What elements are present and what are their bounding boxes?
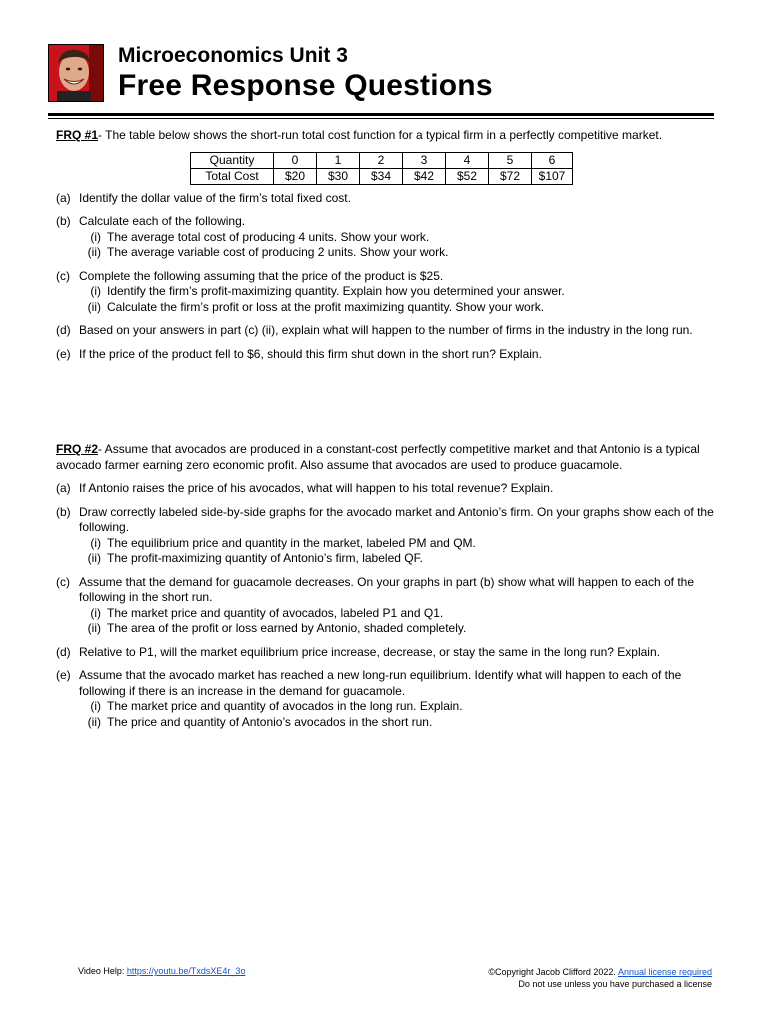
unit-subtitle: Microeconomics Unit 3 — [118, 44, 348, 67]
frq1-intro-text: - The table below shows the short-run total cost function for a typical firm in a perfectly competitive market. — [98, 128, 663, 142]
part-text: Calculate each of the following. — [79, 214, 246, 228]
sub-item: (ii) The price and quantity of Antonio’s avocados in the short run. — [87, 714, 433, 729]
part-letter: (b) — [56, 214, 71, 228]
table-row — [191, 152, 573, 168]
part-letter: (e) — [56, 668, 71, 682]
sub-item: (ii) The average variable cost of producing 2 units. Show your work. — [87, 245, 449, 259]
license-notice: Do not use unless you have purchased a license — [518, 979, 712, 989]
table-cell: $107 — [532, 168, 573, 184]
frq1-part-e — [56, 347, 716, 363]
part-letter: (d) — [56, 323, 71, 337]
part-letter: (b) — [56, 504, 71, 519]
table-cell: 0 — [274, 152, 317, 168]
part-letter: (c) — [56, 268, 70, 283]
copyright-text: ©Copyright Jacob Clifford 2022. — [488, 967, 618, 977]
part-letter: (a) — [56, 481, 71, 495]
sub-item: (ii) The profit-maximizing quantity of Antonio’s firm, labeled QF. — [87, 551, 423, 565]
frq1-intro — [56, 128, 716, 144]
sub-item: (i) The equilibrium price and quantity in the market, labeled PM and QM. — [90, 535, 476, 550]
table-cell: 4 — [446, 152, 489, 168]
frq2-part-d — [56, 645, 716, 661]
frq2-part-a — [56, 481, 716, 497]
part-letter: (e) — [56, 346, 71, 361]
sub-item: (i) The average total cost of producing 4 units. Show your work. — [90, 229, 430, 244]
part-letter: (c) — [56, 574, 70, 589]
part-text: If the price of the product fell to $6, should this firm shut down in the short run? Explain. — [79, 346, 542, 361]
header-rule-thick — [48, 113, 714, 116]
frq2-part-e — [56, 668, 716, 730]
frq2-intro-text: - Assume that avocados are produced in a constant-cost perfectly competitive market and that Antonio is a typical avocado farmer earning zero economic profit. Also assume that avocados are used to produce guacamole. — [56, 442, 700, 472]
part-text: Identify the dollar value of the firm’s total fixed cost. — [79, 190, 351, 205]
sub-item: (i) The market price and quantity of avocados in the long run. Explain. — [90, 699, 463, 713]
part-text: Complete the following assuming that the price of the product is $25. — [79, 268, 444, 283]
part-letter: (d) — [56, 644, 71, 659]
frq1-part-b — [56, 214, 716, 261]
author-portrait-icon — [49, 45, 103, 101]
frq1-part-c — [56, 269, 716, 316]
author-photo — [48, 44, 104, 102]
table-cell: 1 — [317, 152, 360, 168]
total-cost-table — [190, 152, 573, 185]
table-cell: 3 — [403, 152, 446, 168]
page-title: Free Response Questions — [118, 69, 493, 102]
part-text: Assume that the demand for guacamole decreases. On your graphs in part (b) show what will happen to each of the following in the short run. — [79, 574, 695, 604]
footer-video-help — [78, 966, 245, 976]
header-rule-thin — [48, 118, 714, 119]
sub-item: (i) The market price and quantity of avocados, labeled P1 and Q1. — [90, 605, 444, 620]
part-letter: (a) — [56, 190, 71, 205]
part-text: Draw correctly labeled side-by-side graphs for the avocado market and Antonio’s firm. On your graphs show each of the following. — [79, 504, 714, 534]
sub-item: (ii) The area of the profit or loss earned by Antonio, shaded completely. — [87, 621, 467, 635]
sub-item: (ii) Calculate the firm’s profit or loss at the profit maximizing quantity. Show your work. — [87, 299, 545, 314]
table-row-label: Quantity — [191, 152, 274, 168]
footer-copyright — [488, 966, 712, 990]
table-row-label: Total Cost — [191, 168, 274, 184]
table-cell: 6 — [532, 152, 573, 168]
table-cell: $34 — [360, 168, 403, 184]
part-text: Relative to P1, will the market equilibrium price increase, decrease, or stay the same in the long run? Explain. — [79, 644, 660, 659]
frq2-part-b — [56, 505, 716, 567]
page-header — [48, 44, 714, 114]
frq1-part-a — [56, 191, 716, 207]
table-cell: $30 — [317, 168, 360, 184]
frq2-part-c — [56, 575, 716, 637]
video-help-link[interactable]: https://youtu.be/TxdsXE4r_3o — [126, 966, 246, 976]
part-text: Based on your answers in part (c) (ii), explain what will happen to the number of firms in the industry in the long run. — [79, 323, 693, 337]
document-body — [56, 128, 716, 730]
table-cell: 5 — [489, 152, 532, 168]
frq2-label: FRQ #2 — [56, 442, 99, 456]
part-text: Assume that the avocado market has reached a new long-run equilibrium. Identify what will happen to each of the following if there is an increase in the demand for guacamole. — [79, 668, 682, 698]
table-row — [191, 168, 573, 184]
table-cell: $20 — [274, 168, 317, 184]
table-cell: 2 — [360, 152, 403, 168]
frq1-part-d — [56, 323, 716, 339]
license-link[interactable]: Annual license required — [617, 967, 712, 977]
table-cell: $52 — [446, 168, 489, 184]
sub-item: (i) Identify the firm’s profit-maximizing quantity. Explain how you determined your answer. — [90, 284, 565, 298]
part-text: If Antonio raises the price of his avocados, what will happen to his total revenue? Explain. — [79, 481, 554, 495]
table-cell: $72 — [489, 168, 532, 184]
video-help-label: Video Help: — [78, 966, 127, 976]
frq1-label: FRQ #1 — [56, 128, 99, 142]
frq2-intro — [56, 442, 716, 473]
table-cell: $42 — [403, 168, 446, 184]
